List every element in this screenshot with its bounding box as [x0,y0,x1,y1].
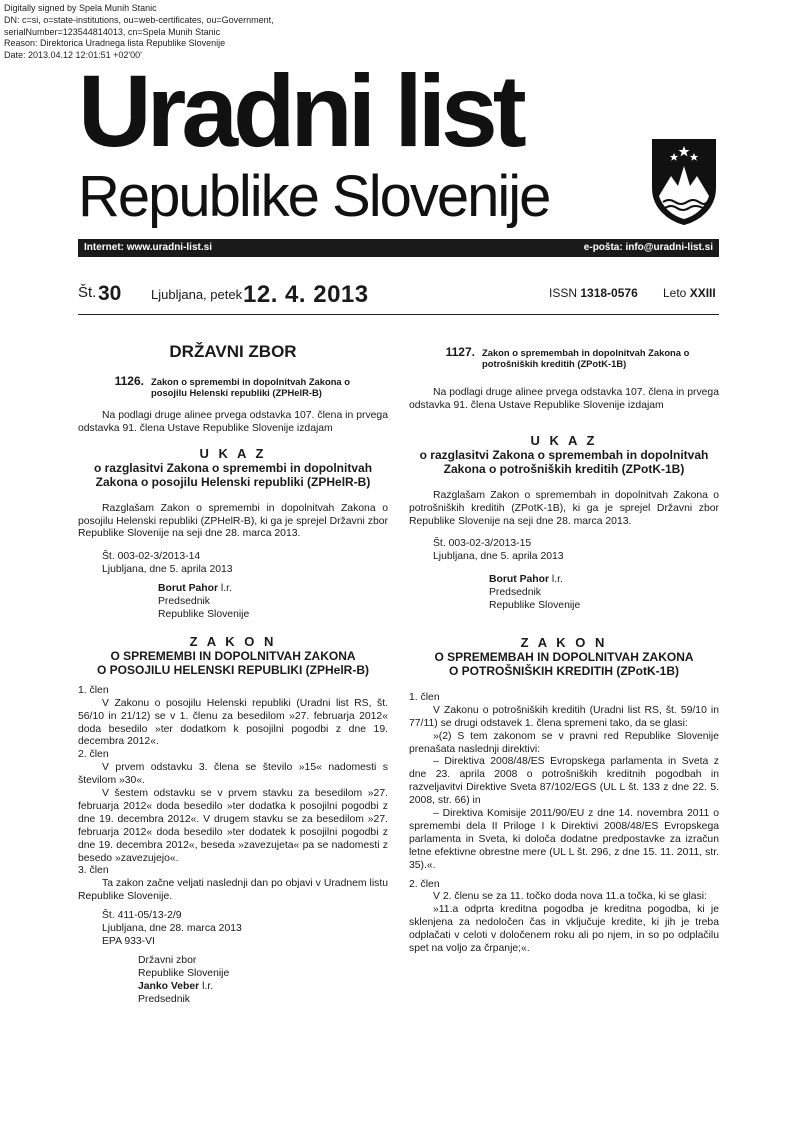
issn-label: ISSN [549,286,578,300]
coat-of-arms-icon [651,136,717,226]
signatory-name: Borut Pahor [158,583,219,595]
contact-bar [78,239,719,257]
article-text: Ta zakon začne veljati naslednji dan po objavi v Uradnem listu Republike Slovenije. [78,878,388,903]
zakon-title-line: O POSOJILU HELENSKI REPUBLIKI (ZPHelR-B) [96,662,370,677]
final-signatory [78,981,388,994]
reference-date: Ljubljana, dne 5. aprila 2013 [102,564,233,576]
preamble: Na podlagi druge alinee prvega odstavka 107. člena in prvega odstavka 91. člena Ustave Republike Slovenije izdajam [409,387,719,411]
proclamation: Razglašam Zakon o spremembi in dopolnitvah Zakona o posojilu Helenski republiki (ZPHelR-B), ki ga je sprejel Državni zbor Republike Slovenije na seji dne 28. marca 2013. [78,502,388,540]
article-text: »11.a odprta kreditna pogodba je kreditna pogodba, ki je sklenjena za nedoločen čas in vključuje kredite, ki jih je treba odplačati v celoti v določenem roku ali po njem, in so po odplačilu spet na voljo za črpanje;«. [409,904,719,955]
volume-label: Leto [663,286,687,300]
signature-line: Date: 2013.04.12 12:01:51 +02'00' [4,50,142,61]
zakon-title-line: O POTROŠNIŠKIH KREDITIH (ZPotK-1B) [449,663,679,678]
act-entry [78,375,388,398]
signature-line: serialNumber=1235448140​13, cn=Spela Munih Stanic [4,26,221,37]
preamble: Na podlagi druge alinee prvega odstavka 107. člena in prvega odstavka 91. člena Ustave Republike Slovenije izdajam [78,409,388,434]
reference-date: Ljubljana, dne 5. aprila 2013 [433,551,564,563]
signature-line: DN: c=si, o=state-institutions, ou=web-certificates, ou=Government, [4,14,274,25]
right-column [409,346,719,956]
volume-value: XXIII [689,286,716,300]
left-column [78,330,388,1007]
signature-line: Digitally signed by Spela Munih Stanic [4,3,157,13]
signatory [78,583,388,596]
article-text: V prvem odstavku 3. člena se število »15« nadomesti s številom »30«. [78,762,388,787]
issue-date: 12. 4. 2013 [243,281,369,308]
article-text: V 2. členu se za 11. točko doda nova 11.a točka, ki se glasi: [433,891,707,903]
signatory-name: Borut Pahor [489,574,550,586]
article-text: – Direktiva 2008/48/ES Evropskega parlamenta in Sveta z dne 23. aprila 2008 o potrošniških kreditnih pogodbah in razveljavitvi Direktive Sveta 87/102/EGS (UL L št. 133 z dne 22. 5. 2008, str. 66) in [409,756,719,807]
internet-link[interactable]: Internet: www.uradni-list.si [84,242,212,253]
final-org: Republike Slovenije [138,967,230,979]
article-text: »(2) S tem zakonom se v pravni red Republike Slovenije prenašata naslednji direktivi: [409,730,719,755]
section-heading: DRŽAVNI ZBOR [169,342,297,361]
ukaz-heading: U K A Z [530,432,598,448]
final-role: Predsednik [138,993,190,1005]
article-heading: 2. člen [78,749,109,761]
proclamation: Razglašam Zakon o spremembah in dopolnitvah Zakona o potrošniških kreditih (ZPotK-1B), ki ga je sprejel Državni zbor Republike Slovenije na seji dne 28. marca 2013. [409,489,719,527]
ukaz-title: o razglasitvi Zakona o spremembah in dopolnitvah Zakona o potrošniških kreditih (ZPotK-1B) [419,447,709,476]
issn-value: 1318-0576 [580,286,638,300]
final-date: Ljubljana, dne 28. marca 2013 [102,923,242,935]
act-entry [409,346,719,369]
act-number: 1126. [114,373,144,388]
signatory-org: Republike Slovenije [158,608,250,620]
signatory-role: Predsednik [489,587,541,599]
article-text: V Zakonu o posojilu Helenski republiki (Uradni list RS, št. 56/10 in 21/12) se v 1. členu za besedilom »27. februarja 2012« doda besedilo »ter dodatkom k posojilni pogodbi z dne 19. decembra 2012«. [78,697,388,748]
zakon-heading: Z A K O N [189,633,277,649]
final-signatory-name: Janko Veber [138,980,200,992]
issue-place: Ljubljana, petek [151,287,243,302]
signatory-org: Republike Slovenije [489,600,581,612]
issue-number: 30 [98,282,122,305]
signatory [409,574,719,587]
email-link[interactable]: e-pošta: info@uradni-list.si [583,242,713,253]
masthead-title: Uradni list [78,54,522,168]
signature-line: Reason: Direktorica Uradnega lista Republike Slovenije [4,38,226,49]
final-org: Državni zbor [138,954,197,966]
act-number: 1127. [445,345,475,359]
article-heading: 1. člen [409,691,440,703]
zakon-title-line: O SPREMEMBI IN DOPOLNITVAH ZAKONA [110,648,356,663]
ukaz-heading: U K A Z [199,445,267,461]
issn [549,286,638,300]
final-epa: EPA 933-VI [102,936,155,947]
article-heading: 2. člen [409,878,440,890]
signatory-lr: l.r. [549,574,563,586]
reference-number: Št. 003-02-3/2013-15 [433,538,532,550]
article-text: V Zakonu o potrošniških kreditih (Uradni list RS, št. 59/10 in 77/11) se drugi odstavek 1. člena spremeni tako, da se glasi: [409,704,719,729]
final-signatory-lr: l.r. [199,980,214,992]
zakon-title [78,649,388,677]
act-title: Zakon o spremembi in dopolnitvah Zakona o posojilu Helenski republiki (ZPHelR-B) [151,375,350,398]
volume [663,286,716,300]
ukaz-title: o razglasitvi Zakona o spremembi in dopolnitvah Zakona o posojilu Helenski republiki (ZPHelR-B) [93,460,373,489]
signatory-role: Predsednik [158,596,210,608]
final-reference: Št. 411-05/13-2/9 [102,910,182,922]
reference-number: Št. 003-02-3/2013-14 [102,551,201,563]
issue-info [78,280,719,315]
masthead-subtitle: Republike Slovenije [78,164,550,229]
article-heading: 1. člen [78,684,109,696]
zakon-heading: Z A K O N [520,634,608,650]
zakon-title-line: O SPREMEMBAH IN DOPOLNITVAH ZAKONA [434,649,694,664]
zakon-title [409,650,719,678]
article-text: – Direktiva Komisije 2011/90/EU z dne 14. novembra 2011 o spremembi dela II Priloge I k Direktivi 2008/48/ES Evropskega parlamenta in Sveta, ki določa dodatne predpostavke za izračun letne efektivne obrestne mere (UL L št. 296, z dne 15. 11. 2011, str. 35).«. [409,808,719,871]
article-heading: 3. člen [78,865,109,877]
issue-number-label: Št. [78,284,97,301]
article-text: V šestem odstavku se v prvem stavku za besedilom »27. februarja 2012« doda besedilo »ter dodatka k posojilni pogodbi z dne 19. decembra 2012«. V drugem stavku se za besedilom »27. februarja 2012« doda besedilo »ter dodatek k posojilni pogodbi z dne 19. decembra 2012«, beseda »zavezujeta« pa se nadomesti z besedo »zavezujejo«. [78,788,388,864]
act-title: Zakon o spremembah in dopolnitvah Zakona o potrošniških kreditih (ZPotK-1B) [482,347,690,369]
signatory-lr: l.r. [218,583,232,595]
